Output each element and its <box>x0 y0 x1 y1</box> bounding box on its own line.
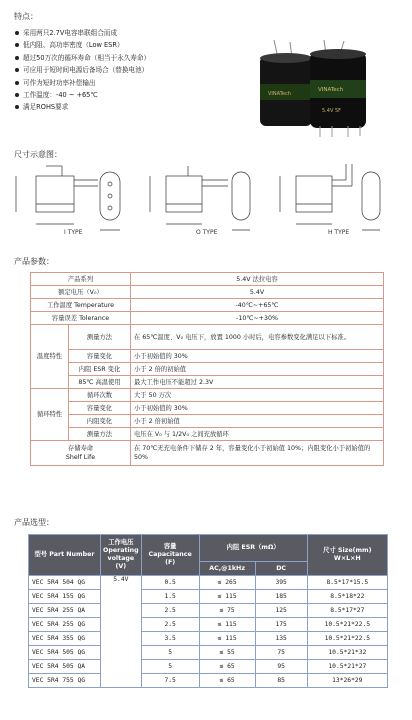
model-size: 13*26*29 <box>307 674 387 688</box>
header-esr-ac: AC,@1kHz <box>199 562 255 576</box>
header-part-number: 型号 Part Number <box>29 535 101 576</box>
feature-item: 可应用于短时间电源后备场合（替换电池） <box>14 64 254 76</box>
param-value: 在 65℃温度、V₀ 电压下，放置 1000 小时后，电容参数变化满足以下标准。 <box>131 325 384 350</box>
header-esr-dc: DC <box>255 562 307 576</box>
model-capacitance: 1.5 <box>141 590 199 604</box>
table-row <box>29 618 388 632</box>
feature-item: 满足ROHS要求 <box>14 101 254 113</box>
model-size: 8.5*18*22 <box>307 590 387 604</box>
svg-text:VINATech: VINATech <box>318 87 344 93</box>
header-capacitance: 容量 Capacitance (F) <box>141 535 199 576</box>
table-row <box>31 350 384 363</box>
temp-group-label: 温度特性 <box>31 325 69 389</box>
param-key: 测量方法 <box>69 325 131 350</box>
type-label-h: H TYPE <box>328 229 350 236</box>
params-heading: 产品参数： <box>14 257 54 266</box>
model-capacitance: 3.5 <box>141 632 199 646</box>
dimension-heading: 尺寸示意图： <box>14 150 62 159</box>
table-row <box>31 389 384 402</box>
param-value: 电压在 V₀ 与 1/2V₀ 之间充放循环 <box>131 428 384 441</box>
param-value: 在 70℃无充电条件下储存 2 年，容量变化小于初始值 10%；内阻变化小于初始值的 50% <box>131 441 384 466</box>
model-part-number: VEC 5R4 505 QA <box>29 660 101 674</box>
table-row <box>31 428 384 441</box>
param-key: 容量变化 <box>69 350 131 363</box>
table-row <box>29 604 388 618</box>
param-value: -10℃~+30% <box>131 312 384 325</box>
svg-text:5.4V 5F: 5.4V 5F <box>322 108 342 114</box>
model-esr-dc: 175 <box>255 618 307 632</box>
model-esr-ac: ≤ 65 <box>199 660 255 674</box>
table-row <box>31 402 384 415</box>
table-row <box>31 286 384 299</box>
table-row <box>31 299 384 312</box>
model-esr-ac: ≤ 115 <box>199 590 255 604</box>
model-capacitance: 2.5 <box>141 618 199 632</box>
table-row <box>31 376 384 389</box>
model-size: 10.5*21*22.5 <box>307 618 387 632</box>
model-esr-ac: ≤ 75 <box>199 604 255 618</box>
param-value: 小于 2 倍的初始值 <box>131 363 384 376</box>
feature-item: 工作温度：-40 ~ +65℃ <box>14 89 254 101</box>
feature-item: 超过50万次的循环寿命（相当于永久寿命） <box>14 52 254 64</box>
cycle-group-label: 循环特性 <box>31 389 69 441</box>
model-size: 8.5*17*27 <box>307 604 387 618</box>
model-size: 8.5*17*15.5 <box>307 576 387 590</box>
model-part-number: VEC 5R4 155 QG <box>29 590 101 604</box>
feature-item: 可作为短时功率补偿输出 <box>14 77 254 89</box>
model-esr-dc: 135 <box>255 632 307 646</box>
type-label-i: I TYPE <box>64 229 83 236</box>
model-esr-dc: 75 <box>255 646 307 660</box>
param-value: 小于 2 倍初始值 <box>131 415 384 428</box>
param-key: 循环次数 <box>69 389 131 402</box>
model-esr-dc: 185 <box>255 590 307 604</box>
params-table <box>30 272 384 466</box>
header-size: 尺寸 Size(mm) W×L×H <box>307 535 387 576</box>
table-row <box>31 415 384 428</box>
model-esr-ac: ≤ 55 <box>199 646 255 660</box>
shelf-life-en: Shelf Life <box>65 454 96 461</box>
table-row <box>29 576 388 590</box>
table-row <box>29 590 388 604</box>
model-capacitance: 2.5 <box>141 604 199 618</box>
param-value: 5.4V <box>131 286 384 299</box>
table-row <box>29 674 388 688</box>
param-value: 最大工作电压不能超过 2.3V <box>131 376 384 389</box>
param-key: 85℃ 高温使用 <box>69 376 131 389</box>
header-esr: 内阻 ESR（mΩ） <box>199 535 307 562</box>
model-part-number: VEC 5R4 504 QG <box>29 576 101 590</box>
model-esr-ac: ≤ 115 <box>199 632 255 646</box>
svg-text:VINATech: VINATech <box>268 91 291 97</box>
type-label-o: O TYPE <box>196 229 218 236</box>
header-voltage: 工作电压 Operating voltage (V) <box>101 535 142 576</box>
model-part-number: VEC 5R4 505 QG <box>29 646 101 660</box>
i-type-diagram <box>16 166 120 230</box>
h-type-diagram <box>280 164 380 230</box>
table-row <box>31 312 384 325</box>
model-esr-ac: ≤ 265 <box>199 576 255 590</box>
model-capacitance: 0.5 <box>141 576 199 590</box>
model-size: 10.5*21*22.5 <box>307 632 387 646</box>
table-row <box>31 273 384 286</box>
model-size: 10.5*21*32 <box>307 646 387 660</box>
model-part-number: VEC 5R4 755 QG <box>29 674 101 688</box>
model-capacitance: 7.5 <box>141 674 199 688</box>
param-key: 工作温度 Temperature <box>31 299 131 312</box>
param-key: 内阻 ESR 变化 <box>69 363 131 376</box>
shelf-life-cn: 存储寿命 <box>67 445 94 452</box>
param-key: 内阻变化 <box>69 415 131 428</box>
model-part-number: VEC 5R4 255 QG <box>29 618 101 632</box>
model-esr-dc: 85 <box>255 674 307 688</box>
model-part-number: VEC 5R4 355 QG <box>29 632 101 646</box>
model-esr-ac: ≤ 115 <box>199 618 255 632</box>
param-key: 额定电压（V₀） <box>31 286 131 299</box>
o-type-diagram <box>150 166 250 230</box>
param-key: 测量方法 <box>69 428 131 441</box>
feature-item: 采用两只2.7V电容串联组合而成 <box>14 27 254 39</box>
table-row <box>31 363 384 376</box>
shelf-life-key <box>31 441 131 466</box>
feature-item: 低内阻、高功率密度（Low ESR） <box>14 39 254 51</box>
model-esr-dc: 95 <box>255 660 307 674</box>
model-size: 10.5*21*27 <box>307 660 387 674</box>
param-key: 产品系列 <box>31 273 131 286</box>
param-key: 容量变化 <box>69 402 131 415</box>
models-table <box>28 534 388 688</box>
model-esr-ac: ≤ 65 <box>199 674 255 688</box>
model-capacitance: 5 <box>141 646 199 660</box>
table-row <box>29 660 388 674</box>
table-row <box>29 646 388 660</box>
param-key: 容量误差 Tolerance <box>31 312 131 325</box>
param-value: 小于初始值的 30% <box>131 350 384 363</box>
features-heading: 特点： <box>14 12 38 21</box>
model-esr-dc: 395 <box>255 576 307 590</box>
param-value: 小于初始值的 30% <box>131 402 384 415</box>
table-row <box>31 441 384 466</box>
model-capacitance: 5 <box>141 660 199 674</box>
model-voltage: 5.4V <box>101 576 142 688</box>
capacitor-photo <box>256 40 374 137</box>
models-heading: 产品选型： <box>14 518 54 527</box>
param-value: 5.4V 法拉电容 <box>131 273 384 286</box>
param-value: -40℃~+65℃ <box>131 299 384 312</box>
features-list <box>14 27 254 114</box>
param-value: 大于 50 万次 <box>131 389 384 402</box>
model-esr-dc: 125 <box>255 604 307 618</box>
model-part-number: VEC 5R4 255 QA <box>29 604 101 618</box>
table-row <box>29 632 388 646</box>
table-row <box>31 325 384 350</box>
